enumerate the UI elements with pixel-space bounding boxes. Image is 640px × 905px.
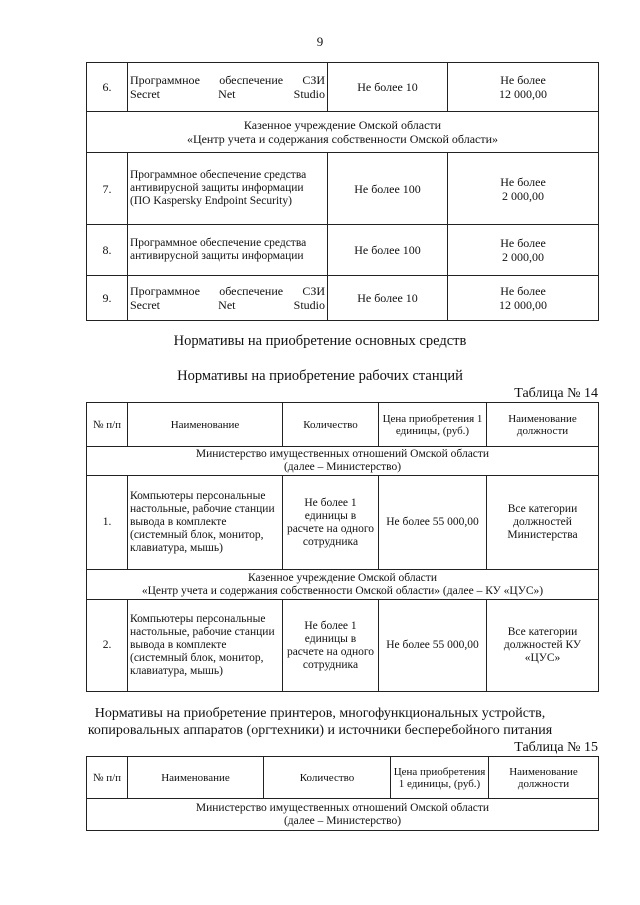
col-header-name: Наименование (128, 403, 283, 447)
price: Не более 2 000,00 (448, 225, 599, 276)
row-number: 2. (87, 600, 128, 692)
item-name: Компьютеры персональные настольные, рабочие станции вывода в комплекте (системный блок, монитор, клавиатура, мышь) (128, 600, 283, 692)
row-number: 6. (87, 63, 128, 112)
section-row (87, 570, 599, 600)
table-15 (86, 756, 599, 831)
heading-workstations: Нормативы на приобретение рабочих станций (177, 368, 463, 384)
col-header-price: Цена приобретения 1 единицы, (руб.) (379, 403, 487, 447)
price: Не более 12 000,00 (448, 276, 599, 321)
table-row (87, 476, 599, 570)
price: Не более 55 000,00 (379, 476, 487, 570)
table-15-label: Таблица № 15 (514, 740, 598, 755)
col-header-quantity: Количество (283, 403, 379, 447)
quantity: Не более 10 (328, 63, 448, 112)
row-number: 7. (87, 153, 128, 225)
section-title: Казенное учреждение Омской области «Центр учета и содержания собственности Омской области» (далее – КУ «ЦУС») (87, 570, 599, 600)
section-row (87, 447, 599, 476)
software-table (86, 62, 599, 321)
heading-fixed-assets: Нормативы на приобретение основных средств (173, 333, 467, 349)
item-name: Программное обеспечение средства антивирусной защиты информации (128, 225, 328, 276)
section-row (87, 112, 599, 153)
quantity: Не более 10 (328, 276, 448, 321)
col-header-position: Наименование должности (487, 403, 599, 447)
item-name: Программное обеспечение средства антивирусной защиты информации (ПО Kaspersky Endpoint Security) (128, 153, 328, 225)
header-row (87, 757, 599, 799)
quantity: Не более 100 (328, 153, 448, 225)
section-row (87, 799, 599, 831)
table-row (87, 153, 599, 225)
quantity: Не более 1 единицы в расчете на одного сотрудника (283, 476, 379, 570)
item-name: Программное обеспечение СЗИ Secret Net Studio (128, 63, 328, 112)
position: Все категории должностей Министерства (487, 476, 599, 570)
section-title: Казенное учреждение Омской области «Центр учета и содержания собственности Омской области» (87, 112, 599, 153)
col-header-position: Наименование должности (489, 757, 599, 799)
row-number: 9. (87, 276, 128, 321)
section-title: Министерство имущественных отношений Омской области (далее – Министерство) (87, 799, 599, 831)
quantity: Не более 1 единицы в расчете на одного сотрудника (283, 600, 379, 692)
table-14 (86, 402, 599, 692)
table-14-label: Таблица № 14 (514, 386, 598, 401)
item-name: Компьютеры персональные настольные, рабочие станции вывода в комплекте (системный блок, монитор, клавиатура, мышь) (128, 476, 283, 570)
col-header-price: Цена приобретения 1 единицы, (руб.) (391, 757, 489, 799)
col-header-number: № п/п (87, 403, 128, 447)
heading-printers-line1: Нормативы на приобретение принтеров, многофункциональных устройств, (94, 706, 546, 721)
row-number: 8. (87, 225, 128, 276)
heading-printers-line2: копировальных аппаратов (оргтехники) и источники бесперебойного питания (87, 723, 553, 738)
table-row (87, 600, 599, 692)
table-row (87, 225, 599, 276)
page-number: 9 (316, 34, 324, 49)
section-title: Министерство имущественных отношений Омской области (далее – Министерство) (87, 447, 599, 476)
item-name: Программное обеспечение СЗИ Secret Net Studio (128, 276, 328, 321)
price: Не более 12 000,00 (448, 63, 599, 112)
table-row (87, 276, 599, 321)
quantity: Не более 100 (328, 225, 448, 276)
price: Не более 2 000,00 (448, 153, 599, 225)
position: Все категории должностей КУ «ЦУС» (487, 600, 599, 692)
price: Не более 55 000,00 (379, 600, 487, 692)
header-row (87, 403, 599, 447)
col-header-quantity: Количество (264, 757, 391, 799)
col-header-name: Наименование (128, 757, 264, 799)
table-row (87, 63, 599, 112)
col-header-number: № п/п (87, 757, 128, 799)
row-number: 1. (87, 476, 128, 570)
